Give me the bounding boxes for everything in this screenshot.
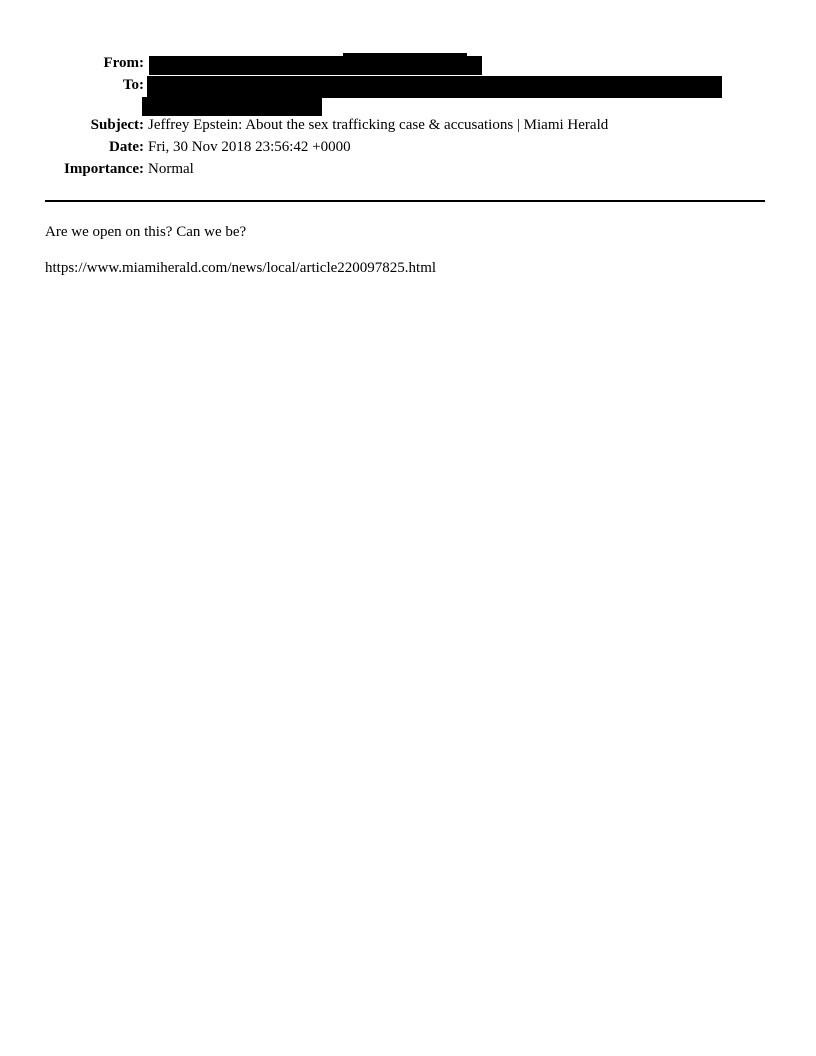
message-line: Are we open on this? Can we be? xyxy=(45,224,247,240)
redaction-block xyxy=(149,56,482,75)
to-label: To: xyxy=(122,77,144,93)
from-label: From: xyxy=(103,55,144,71)
redaction-block xyxy=(343,53,467,57)
importance-value: Normal xyxy=(148,161,194,177)
date-value: Fri, 30 Nov 2018 23:56:42 +0000 xyxy=(148,139,351,155)
subject-value: Jeffrey Epstein: About the sex trafficking case & accusations | Miami Herald xyxy=(148,117,609,133)
redaction-block xyxy=(142,97,322,116)
redaction-block xyxy=(147,76,722,98)
subject-label: Subject: xyxy=(90,117,144,133)
article-url: https://www.miamiherald.com/news/local/article220097825.html xyxy=(45,260,437,276)
importance-label: Importance: xyxy=(64,161,144,177)
header-divider xyxy=(45,200,765,202)
date-label: Date: xyxy=(109,139,144,155)
